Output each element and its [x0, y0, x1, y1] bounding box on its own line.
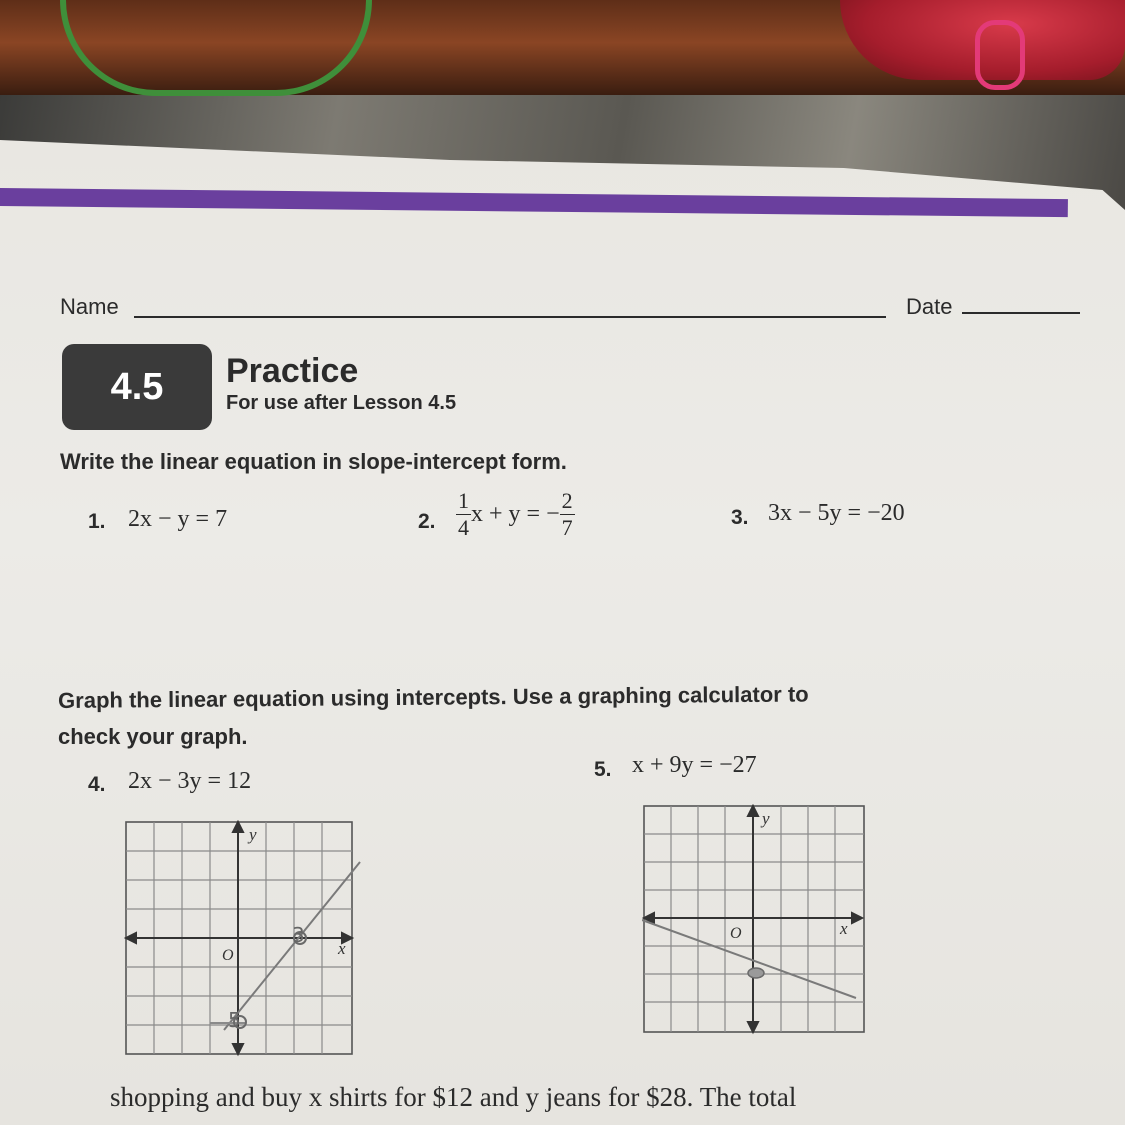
lesson-badge: 4.5 — [62, 344, 212, 430]
graph-4-x-label: x — [338, 939, 346, 958]
problem-3-number: 3. — [731, 506, 749, 529]
name-label: Name — [60, 294, 119, 319]
problem-5-equation: x + 9y = −27 — [632, 752, 757, 778]
graph-5-y-label: y — [762, 809, 770, 828]
background-zipper — [975, 20, 1025, 90]
problem-2-number: 2. — [418, 510, 436, 533]
graph-5-y-intercept-point — [748, 968, 764, 978]
problem-1-equation: 2x − y = 7 — [128, 506, 228, 532]
problem-6-partial-text: shopping and buy x shirts for $12 and y jeans for $28. The total — [110, 1082, 797, 1112]
section1-instruction: Write the linear equation in slope-intercept form. — [60, 449, 567, 474]
graph-5-origin-label: O — [730, 925, 742, 942]
page-subtitle: For use after Lesson 4.5 — [226, 392, 457, 414]
section2-instruction-line2: check your graph. — [58, 724, 248, 749]
problem-3-equation: 3x − 5y = −20 — [768, 500, 905, 526]
problem-5-number: 5. — [594, 758, 612, 781]
graph-4-y-label: y — [249, 825, 257, 844]
graph-4-pencil-note-y: 5 — [228, 1008, 241, 1032]
problem-2-middle: x + y = − — [471, 501, 560, 527]
name-field[interactable] — [134, 316, 886, 318]
graph-5-pencil-line — [642, 920, 856, 998]
problem-1-number: 1. — [88, 510, 106, 533]
graph-5-axes — [644, 806, 862, 1032]
background-cable — [60, 0, 372, 96]
graph-4-pencil-note-x: 3 — [292, 923, 305, 947]
page-title: Practice — [226, 352, 359, 390]
problem-2-fraction-left: $\frac{1}{4}$ — [458, 488, 469, 540]
problem-4-number: 4. — [88, 773, 106, 796]
graph-5-x-label: x — [840, 919, 848, 938]
problem-2-fraction-right: $\frac{2}{7}$ — [561, 488, 573, 540]
graph-5[interactable] — [642, 804, 868, 1036]
graph-4[interactable] — [124, 820, 364, 1060]
section2-instruction-line1: Graph the linear equation using intercepts. Use a graphing calculator to — [58, 681, 809, 713]
date-field[interactable] — [962, 312, 1080, 314]
date-label: Date — [906, 294, 953, 319]
graph-4-origin-label: O — [222, 947, 234, 964]
problem-4-equation: 2x − 3y = 12 — [128, 768, 252, 794]
problem-2-equation — [456, 490, 575, 539]
